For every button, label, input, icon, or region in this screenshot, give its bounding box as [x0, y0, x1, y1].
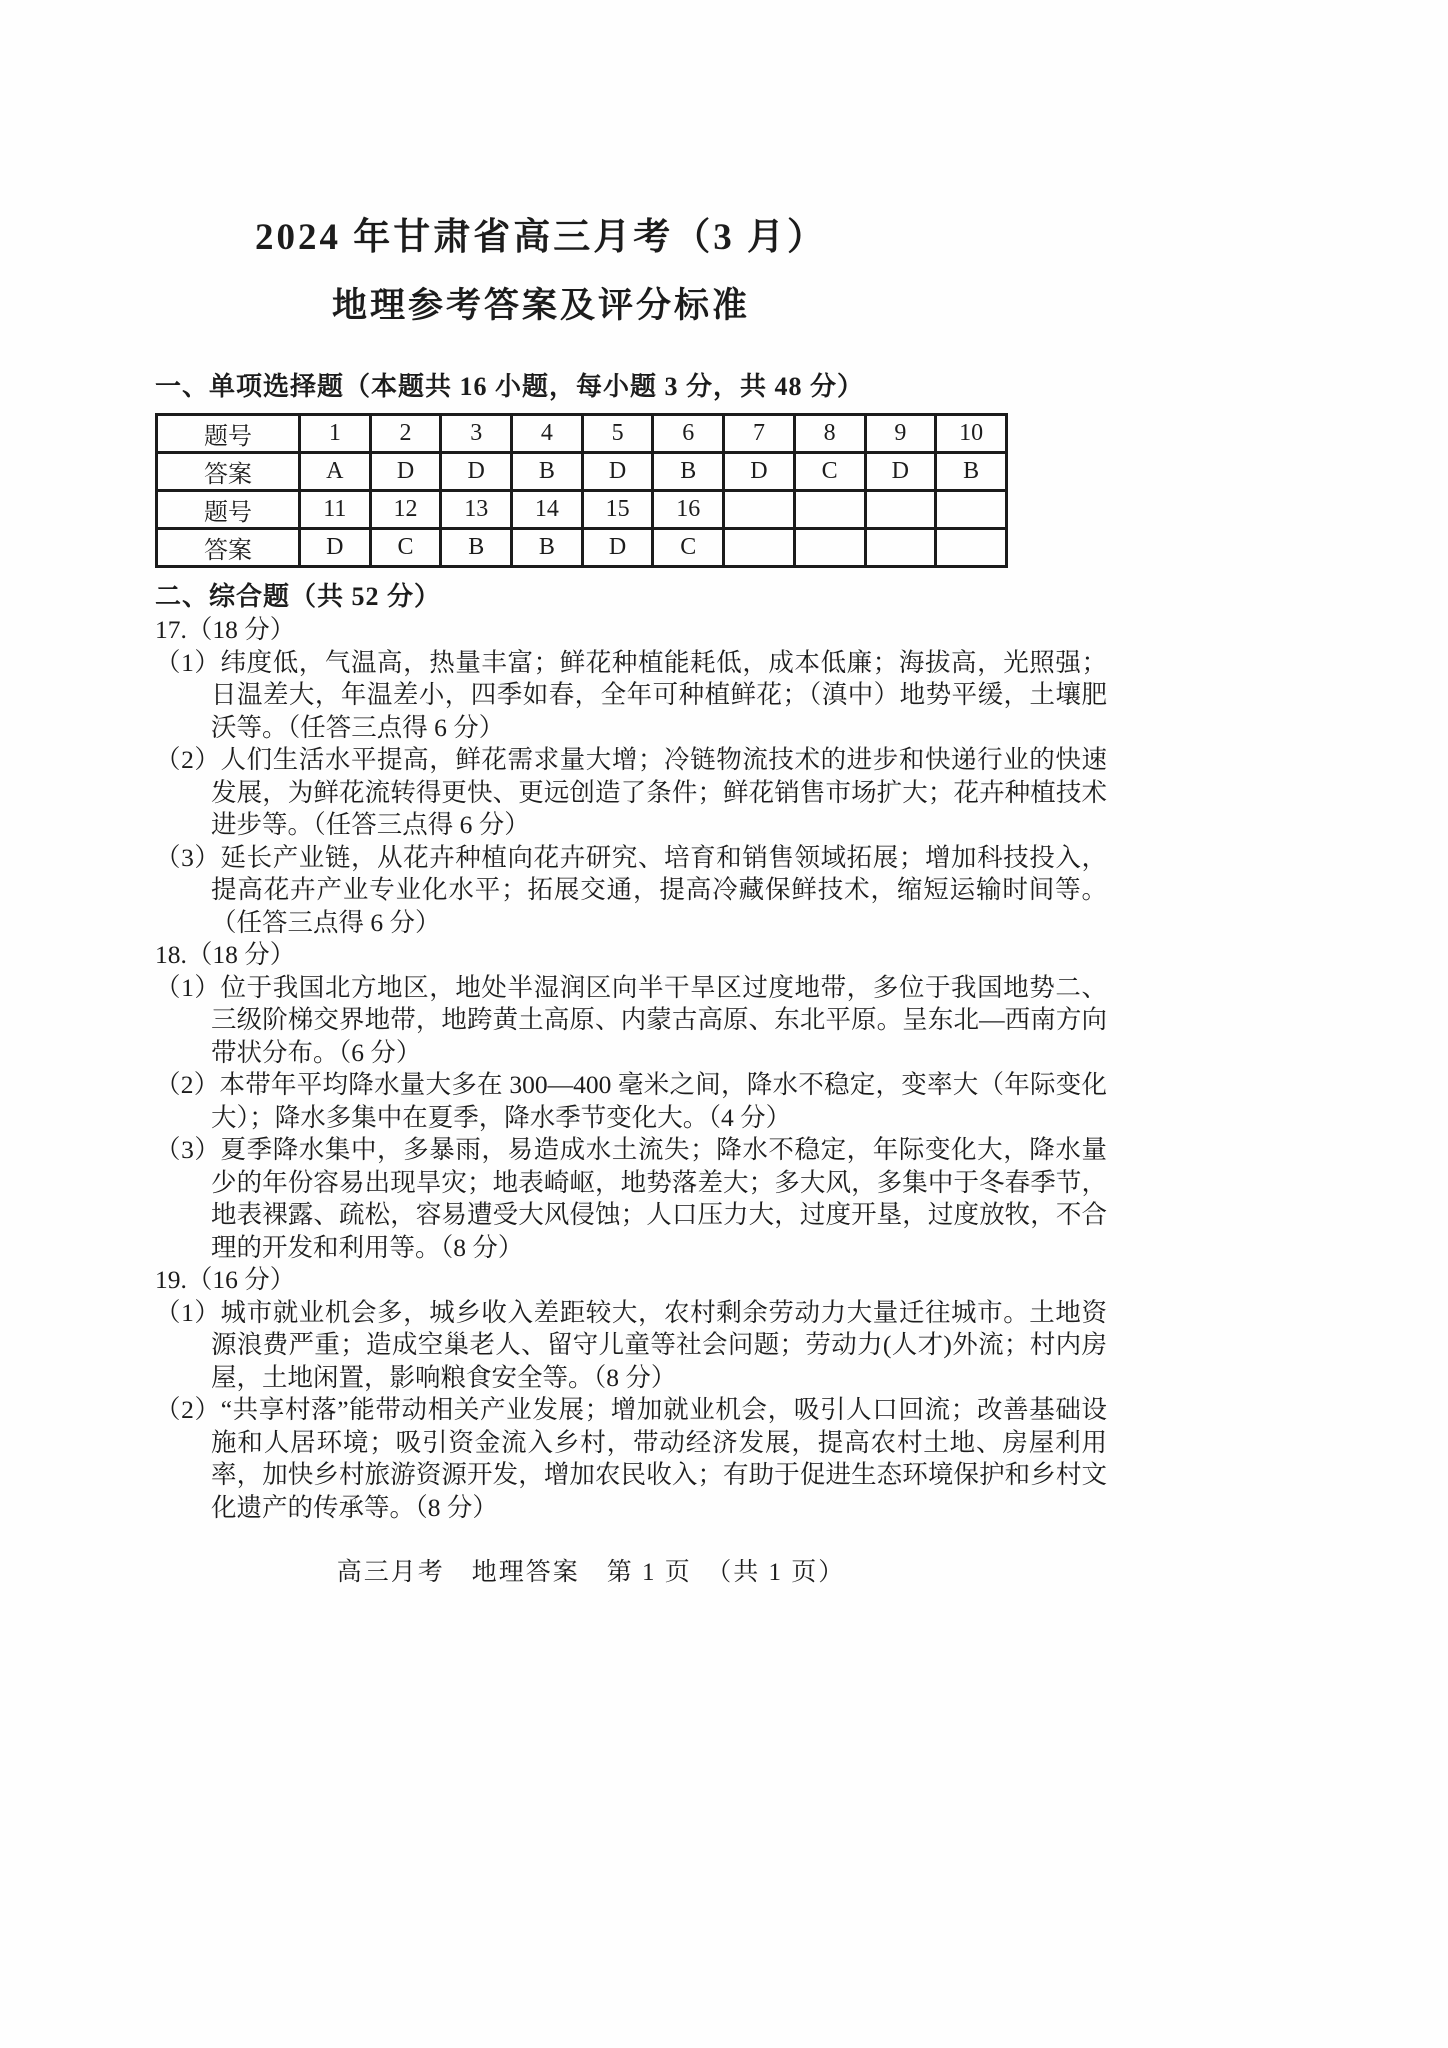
table-cell: 3: [441, 415, 512, 453]
table-cell: B: [653, 453, 724, 491]
table-cell: D: [370, 453, 441, 491]
table-cell: 11: [300, 491, 371, 529]
answer-18-part-3: （3）夏季降水集中，多暴雨，易造成水土流失；降水不稳定，年际变化大，降水量少的年份容易出现旱灾；地表崎岖，地势落差大；多大风，多集中于冬春季节，地表裸露、疏松，容易遭受大风侵蚀；人口压力大，过度开垦，过度放牧，不合理的开发和利用等。（8 分）: [155, 1135, 1107, 1262]
table-cell: 9: [865, 415, 936, 453]
question-18-number: 18.（18 分）: [155, 940, 296, 969]
table-row-question-numbers-2: [157, 491, 1007, 529]
table-cell: 5: [582, 415, 653, 453]
table-cell: C: [653, 529, 724, 567]
table-cell: [865, 529, 936, 567]
page-title: 2024 年甘肃省高三月考（3 月）: [255, 217, 827, 258]
table-cell: 16: [653, 491, 724, 529]
page-subtitle: 地理参考答案及评分标准: [331, 286, 750, 325]
table-cell: B: [441, 529, 512, 567]
table-cell: D: [582, 529, 653, 567]
table-cell: 13: [441, 491, 512, 529]
table-cell: [794, 529, 865, 567]
table-cell: D: [582, 453, 653, 491]
table-cell: 14: [512, 491, 583, 529]
question-17-number: 17.（18 分）: [155, 615, 296, 644]
question-18: [155, 939, 1107, 1264]
page-content: [155, 0, 1107, 1588]
question-17: [155, 614, 1107, 939]
table-cell: A: [300, 453, 371, 491]
table-row-answers-2: [157, 529, 1007, 567]
table-cell: D: [441, 453, 512, 491]
table-cell: C: [794, 453, 865, 491]
table-cell: 8: [794, 415, 865, 453]
table-header-cell: 答案: [157, 529, 300, 567]
table-cell: [724, 491, 795, 529]
answer-table: [155, 413, 1008, 568]
table-header-cell: 答案: [157, 453, 300, 491]
table-header-cell: 题号: [157, 491, 300, 529]
answer-18-part-2: （2）本带年平均降水量大多在 300—400 毫米之间，降水不稳定，变率大（年际变化大）；降水多集中在夏季，降水季节变化大。（4 分）: [155, 1070, 1107, 1132]
table-cell: [936, 529, 1007, 567]
question-19-number: 19.（16 分）: [155, 1265, 296, 1294]
table-cell: 15: [582, 491, 653, 529]
table-cell: D: [300, 529, 371, 567]
table-cell: 10: [936, 415, 1007, 453]
page-footer: 高三月考 地理答案 第 1 页 （共 1 页）: [336, 1559, 846, 1586]
table-header-cell: 题号: [157, 415, 300, 453]
answer-19-part-1: （1）城市就业机会多，城乡收入差距较大，农村剩余劳动力大量迁往城市。土地资源浪费严重；造成空巢老人、留守儿童等社会问题；劳动力(人才)外流；村内房屋，土地闲置，影响粮食安全等。（8 分）: [155, 1297, 1107, 1392]
table-cell: 7: [724, 415, 795, 453]
table-cell: 6: [653, 415, 724, 453]
answer-17-part-3: （3）延长产业链，从花卉种植向花卉研究、培育和销售领域拓展；增加科技投入，提高花卉产业专业化水平；拓展交通，提高冷藏保鲜技术，缩短运输时间等。（任答三点得 6 分）: [155, 842, 1107, 937]
table-cell: D: [724, 453, 795, 491]
table-cell: 2: [370, 415, 441, 453]
answer-19-part-2: （2）“共享村落”能带动相关产业发展；增加就业机会，吸引人口回流；改善基础设施和人居环境；吸引资金流入乡村，带动经济发展，提高农村土地、房屋利用率，加快乡村旅游资源开发，增加农民收入；有助于促进生态环境保护和乡村文化遗产的传承等。（8 分）: [155, 1395, 1107, 1522]
answer-17-part-2: （2）人们生活水平提高，鲜花需求量大增；冷链物流技术的进步和快递行业的快速发展，为鲜花流转得更快、更远创造了条件；鲜花销售市场扩大；花卉种植技术进步等。（任答三点得 6 分）: [155, 745, 1107, 839]
table-row-answers-1: [157, 453, 1007, 491]
table-cell: B: [936, 453, 1007, 491]
table-cell: 12: [370, 491, 441, 529]
question-19: [155, 1264, 1107, 1524]
table-cell: B: [512, 529, 583, 567]
section1-heading: 一、单项选择题（本题共 16 小题，每小题 3 分，共 48 分）: [155, 372, 865, 401]
table-cell: [724, 529, 795, 567]
table-cell: 1: [300, 415, 371, 453]
section2-heading: 二、综合题（共 52 分）: [155, 582, 442, 611]
table-cell: D: [865, 453, 936, 491]
table-cell: [936, 491, 1007, 529]
table-cell: [794, 491, 865, 529]
table-cell: C: [370, 529, 441, 567]
table-cell: [865, 491, 936, 529]
answer-18-part-1: （1）位于我国北方地区，地处半湿润区向半干旱区过度地带，多位于我国地势二、三级阶梯交界地带，地跨黄土高原、内蒙古高原、东北平原。呈东北—西南方向带状分布。（6 分）: [155, 972, 1107, 1067]
answer-17-part-1: （1）纬度低，气温高，热量丰富；鲜花种植能耗低，成本低廉；海拔高，光照强；日温差大，年温差小，四季如春，全年可种植鲜花；（滇中）地势平缓，土壤肥沃等。（任答三点得 6 分）: [155, 647, 1107, 742]
table-cell: B: [512, 453, 583, 491]
table-cell: 4: [512, 415, 583, 453]
table-row-question-numbers-1: [157, 415, 1007, 453]
